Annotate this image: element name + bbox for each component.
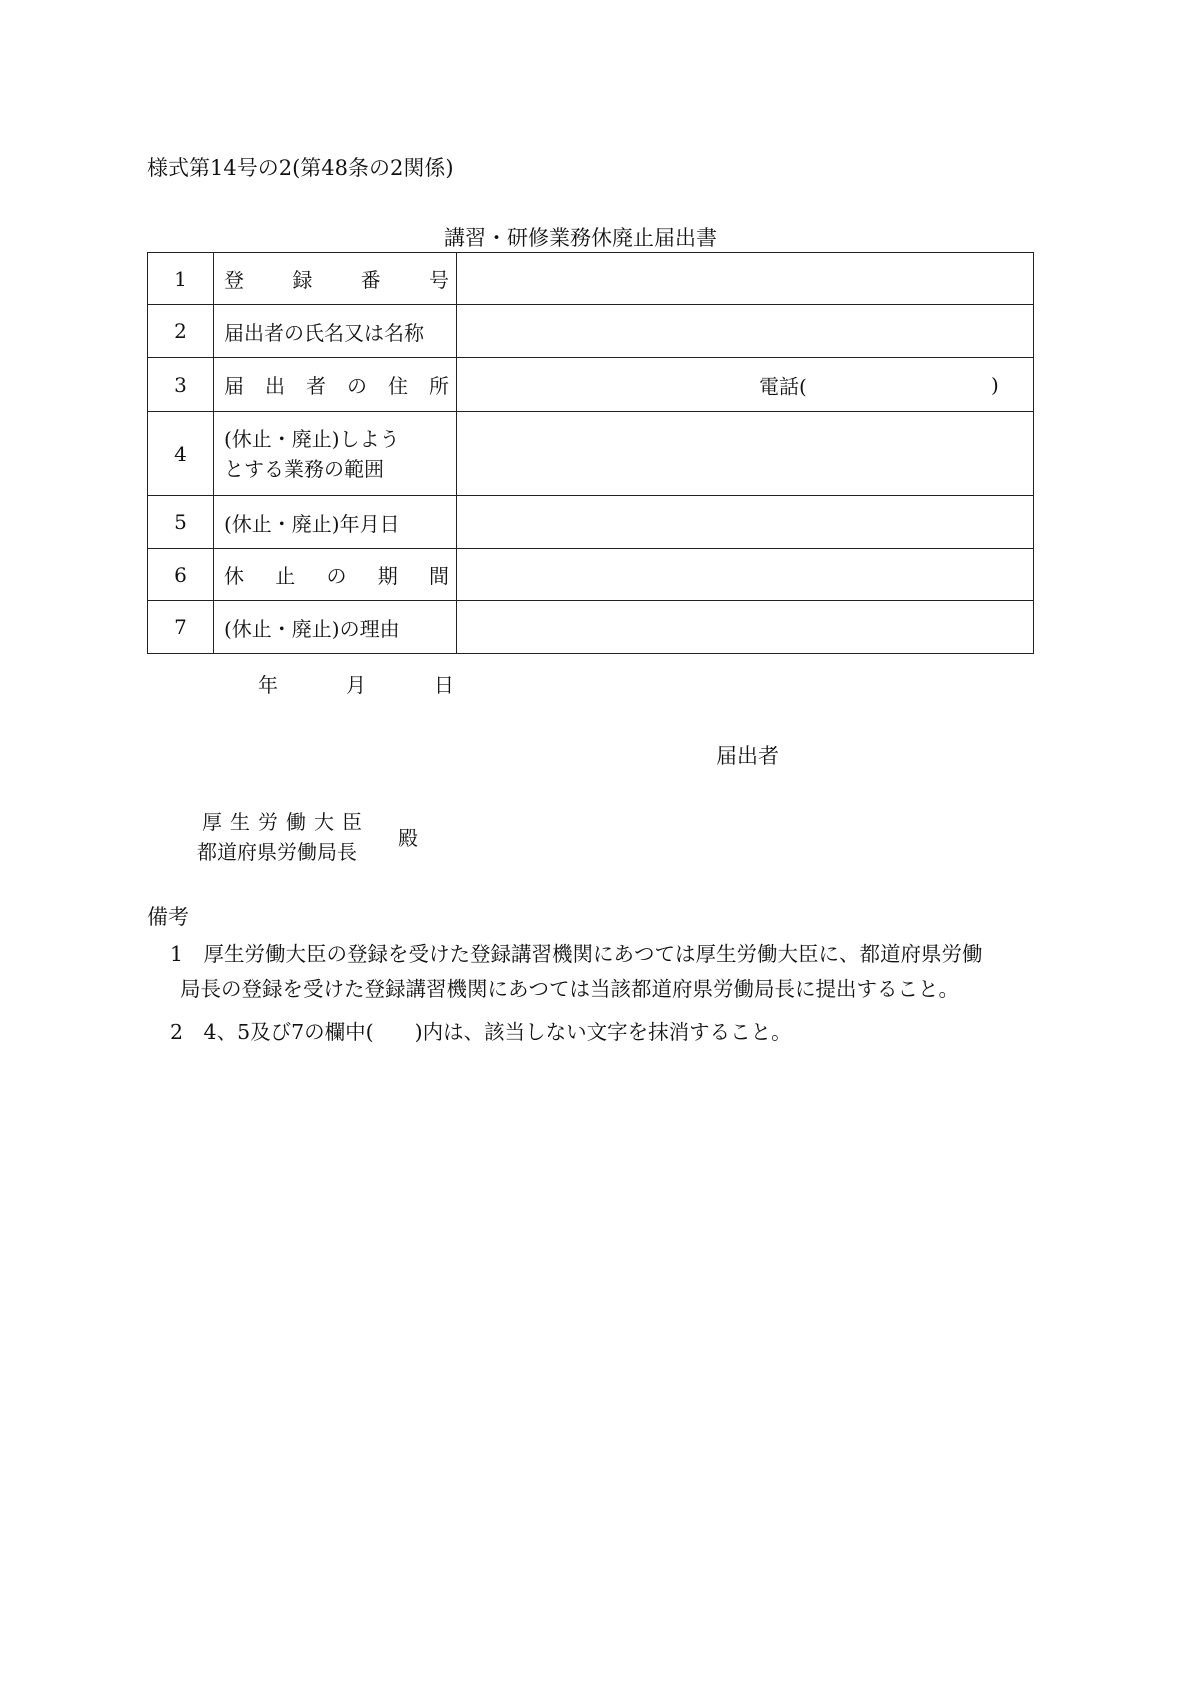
row-registration-number: [148, 253, 1034, 305]
phone-label: 電話(: [759, 374, 807, 398]
document-title: 講習・研修業務休廃止届出書: [444, 226, 717, 250]
form-number: 様式第14号の2(第48条の2関係): [147, 156, 454, 180]
row-business-scope: [148, 412, 1034, 496]
label-char: 号: [428, 268, 449, 292]
row-suspension-date: [148, 496, 1034, 549]
label-registration-number: [214, 253, 457, 305]
label-char: 者: [306, 374, 326, 398]
label-char: 止: [275, 564, 296, 588]
phone-close-paren: ): [991, 372, 999, 397]
label-char: 登: [224, 268, 244, 292]
remark-note-1: 1 厚生労働大臣の登録を受けた登録講習機関にあつては厚生労働大臣に、都道府県労働: [170, 942, 983, 966]
label-char: 出: [265, 374, 285, 398]
label-char: 間: [429, 564, 449, 588]
row-number: 2: [148, 305, 214, 358]
label-suspension-reason: (休止・廃止)の理由: [214, 601, 457, 654]
label-char: 休: [224, 564, 244, 588]
addressee-bureau-director: 都道府県労働局長: [197, 840, 357, 864]
label-char: 所: [429, 374, 449, 398]
remark-note-2: 2 4、5及び7の欄中( )内は、該当しない文字を抹消すること。: [170, 1020, 792, 1044]
addressee-minister: 厚生労働大臣: [202, 810, 370, 834]
value-suspension-date[interactable]: [457, 496, 1034, 549]
row-number: 1: [148, 253, 214, 305]
value-registration-number[interactable]: [457, 253, 1034, 305]
row-number: 4: [148, 412, 214, 496]
remark-note-1-continued: 局長の登録を受けた登録講習機関にあつては当該都道府県労働局長に提出すること。: [180, 977, 959, 1001]
label-char: 録: [292, 268, 313, 292]
value-business-scope[interactable]: [457, 412, 1034, 496]
label-char: の: [347, 374, 367, 398]
row-suspension-period: [148, 549, 1034, 601]
label-char: 住: [388, 374, 408, 398]
label-char: 届: [224, 374, 244, 398]
date-year: 年: [258, 673, 278, 697]
value-notifier-address[interactable]: [457, 358, 1034, 412]
value-suspension-period[interactable]: [457, 549, 1034, 601]
label-char: 番: [360, 268, 381, 292]
label-suspension-period: [214, 549, 457, 601]
row-suspension-reason: [148, 601, 1034, 654]
date-month: 月: [346, 673, 366, 697]
notification-form-table: [147, 252, 1034, 654]
label-char: 期: [377, 564, 398, 588]
remarks-heading: 備考: [147, 905, 189, 929]
row-number: 6: [148, 549, 214, 601]
label-line: (休止・廃止)しよう: [224, 426, 400, 451]
value-suspension-reason[interactable]: [457, 601, 1034, 654]
label-suspension-date: (休止・廃止)年月日: [214, 496, 457, 549]
label-business-scope: [214, 412, 457, 496]
date-day: 日: [434, 673, 454, 697]
row-notifier-name: [148, 305, 1034, 358]
row-number: 5: [148, 496, 214, 549]
row-number: 7: [148, 601, 214, 654]
row-number: 3: [148, 358, 214, 412]
notifier-label: 届出者: [716, 744, 779, 768]
label-notifier-address: [214, 358, 457, 412]
label-line: とする業務の範囲: [224, 456, 384, 481]
label-notifier-name: 届出者の氏名又は名称: [214, 305, 457, 358]
label-char: の: [326, 564, 347, 588]
value-notifier-name[interactable]: [457, 305, 1034, 358]
row-notifier-address: [148, 358, 1034, 412]
addressee-honorific: 殿: [398, 826, 418, 850]
